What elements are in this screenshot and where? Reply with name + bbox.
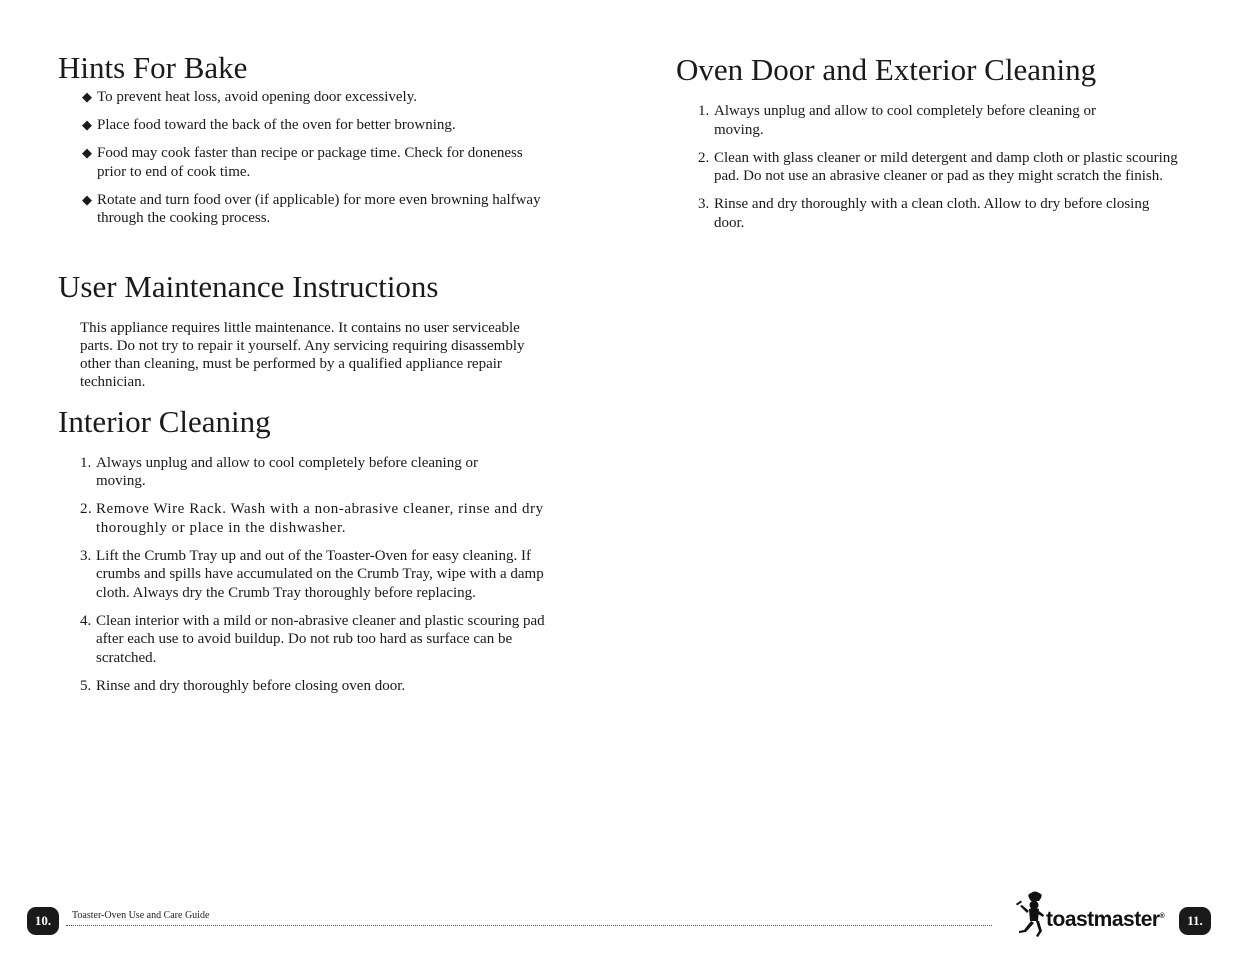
oven-door-exterior-heading: Oven Door and Exterior Cleaning [676,52,1097,87]
oven-door-exterior-section [676,52,1196,232]
diamond-bullet-icon: ◆ [82,145,92,160]
hints-for-bake-section [58,50,578,228]
list-item: 4. Clean interior with a mild or non-abrasive cleaner and plastic scouring pad after each use to avoid buildup. Do not rub too hard as surface can be scratched. [80,612,545,666]
user-maintenance-section [58,269,578,391]
right-column [676,52,1196,242]
list-item: 3. Lift the Crumb Tray up and out of the Toaster-Oven for easy cleaning. If crumbs and spills have accumulated on the Crumb Tray, wipe with a damp cloth. Always dry the Crumb Tray thoroughly before replacing. [80,547,544,601]
list-item: ◆ To prevent heat loss, avoid opening door excessively. [82,89,417,105]
maintenance-paragraph: This appliance requires little maintenance. It contains no user serviceable parts. Do not try to repair it yourself. Any servicing requiring disassembly other than cleaning, must be performed by a qualified appliance repair technician. [80,319,525,390]
list-item: 2. Remove Wire Rack. Wash with a non-abrasive cleaner, rinse and dry thoroughly or place in the dishwasher. [80,501,544,536]
interior-cleaning-section [58,404,578,696]
interior-cleaning-heading: Interior Cleaning [58,403,271,439]
footer-divider [66,925,992,926]
left-column [58,50,578,705]
list-item: ◆ Food may cook faster than recipe or package time. Check for doneness prior to end of cook time. [82,145,523,180]
toastmaster-logo [1012,890,1172,940]
hints-for-bake-heading: Hints For Bake [58,50,248,85]
list-item: 2. Clean with glass cleaner or mild detergent and damp cloth or plastic scouring pad. Do not use an abrasive cleaner or pad as they might scratch the finish. [698,149,1178,184]
user-maintenance-heading: User Maintenance Instructions [58,268,439,304]
right-page-number: 11. [1179,907,1211,935]
interior-cleaning-steps [58,454,578,696]
chef-mascot-icon [1012,890,1046,940]
list-item: ◆ Place food toward the back of the oven for better browning. [82,117,456,133]
brand-name: toastmaster® [1046,908,1165,931]
guide-title: Toaster-Oven Use and Care Guide [72,910,210,921]
diamond-bullet-icon: ◆ [82,117,92,132]
list-item: ◆ Rotate and turn food over (if applicable) for more even browning halfway through the cooking process. [82,191,541,226]
exterior-cleaning-steps [676,102,1196,232]
list-item: 5. Rinse and dry thoroughly before closing oven door. [80,677,406,694]
list-item: 1. Always unplug and allow to cool completely before cleaning or moving. [698,103,1096,138]
list-item: 3. Rinse and dry thoroughly with a clean cloth. Allow to dry before closing door. [698,196,1150,231]
hints-list [58,88,578,228]
diamond-bullet-icon: ◆ [82,89,92,104]
left-page-number: 10. [27,907,59,935]
diamond-bullet-icon: ◆ [82,191,92,207]
list-item: 1. Always unplug and allow to cool completely before cleaning or moving. [80,454,478,489]
